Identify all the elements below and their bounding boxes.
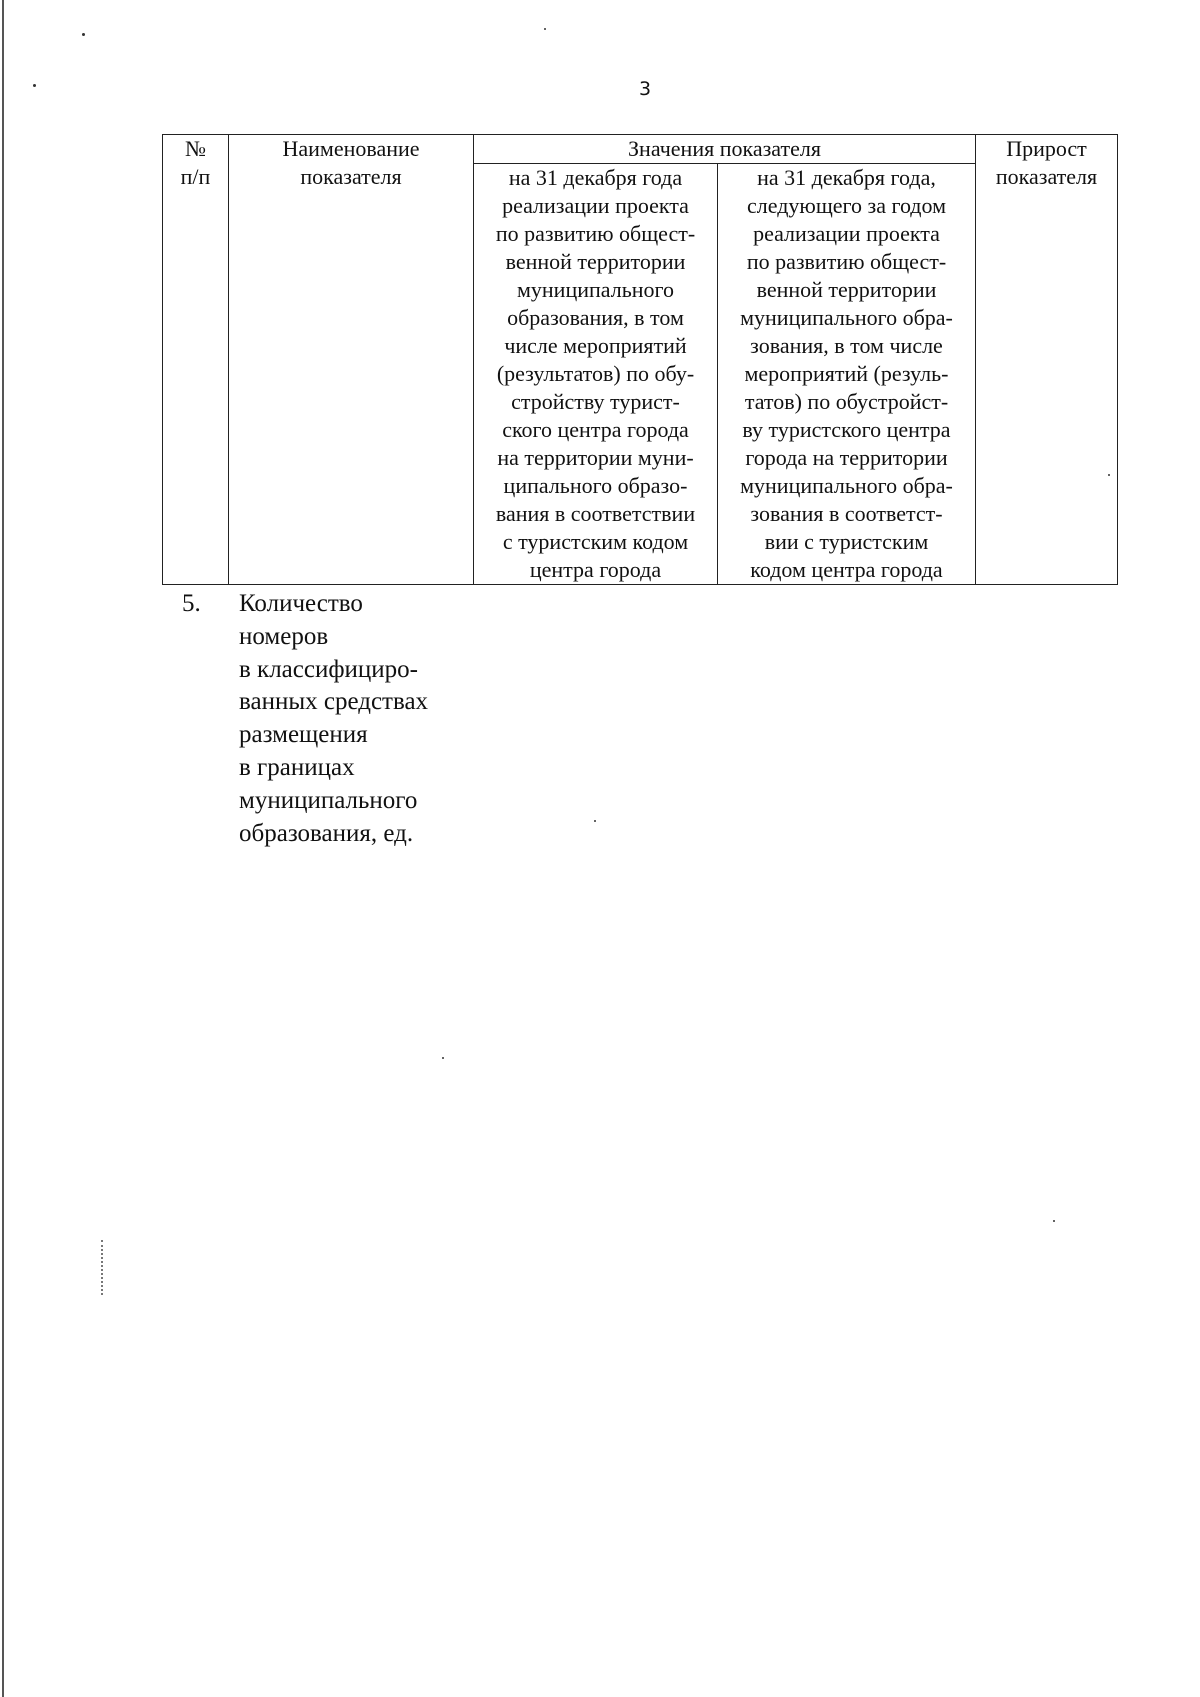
indicator-table [162, 134, 1118, 585]
header-value-2-label: на 31 декабря года, следующего за годом реализации проекта по развитию общест- венной территории муниципального обра- зования, в том числе мероприятий (резуль- татов) по обустройст- ву туристского центра города на территории муниципального обра- зования в соответст- вии с туристским кодом центра города [740, 165, 953, 582]
scan-speck [33, 84, 36, 87]
scan-speck [1053, 1220, 1055, 1222]
header-name-label: Наименование показателя [282, 136, 420, 189]
header-value-1-cell [474, 164, 718, 585]
header-growth-label: Прирост показателя [995, 136, 1098, 189]
scan-speck [442, 1057, 444, 1059]
header-value-1-label: на 31 декабря года реализации проекта по развитию общест- венной территории муниципального образования, в том числе мероприятий (результатов) по обу- стройству турист- ского центра города на территории муни- ципального образо- вания в соответствии с туристским кодом центра города [495, 165, 696, 582]
header-values-group-label: Значения показателя [628, 136, 821, 161]
scan-edge-line [2, 0, 4, 1697]
header-value-2-cell [718, 164, 976, 585]
scan-speck [594, 820, 596, 822]
row-number: 5. [182, 590, 201, 617]
header-num-cell [163, 135, 229, 585]
scan-dots [101, 1240, 105, 1295]
row-indicator-name: Количество номеров в классифициро- ванных средствах размещения в границах муниципального образования, ед. [239, 590, 429, 847]
header-values-group-cell [474, 135, 976, 164]
table-header-row-1 [163, 135, 1118, 164]
header-growth-cell [976, 135, 1118, 585]
header-name-cell [229, 135, 474, 585]
scan-speck [82, 33, 85, 36]
page-number: 3 [638, 78, 652, 100]
header-num-label: № п/п [180, 136, 211, 189]
scan-speck [544, 28, 546, 30]
